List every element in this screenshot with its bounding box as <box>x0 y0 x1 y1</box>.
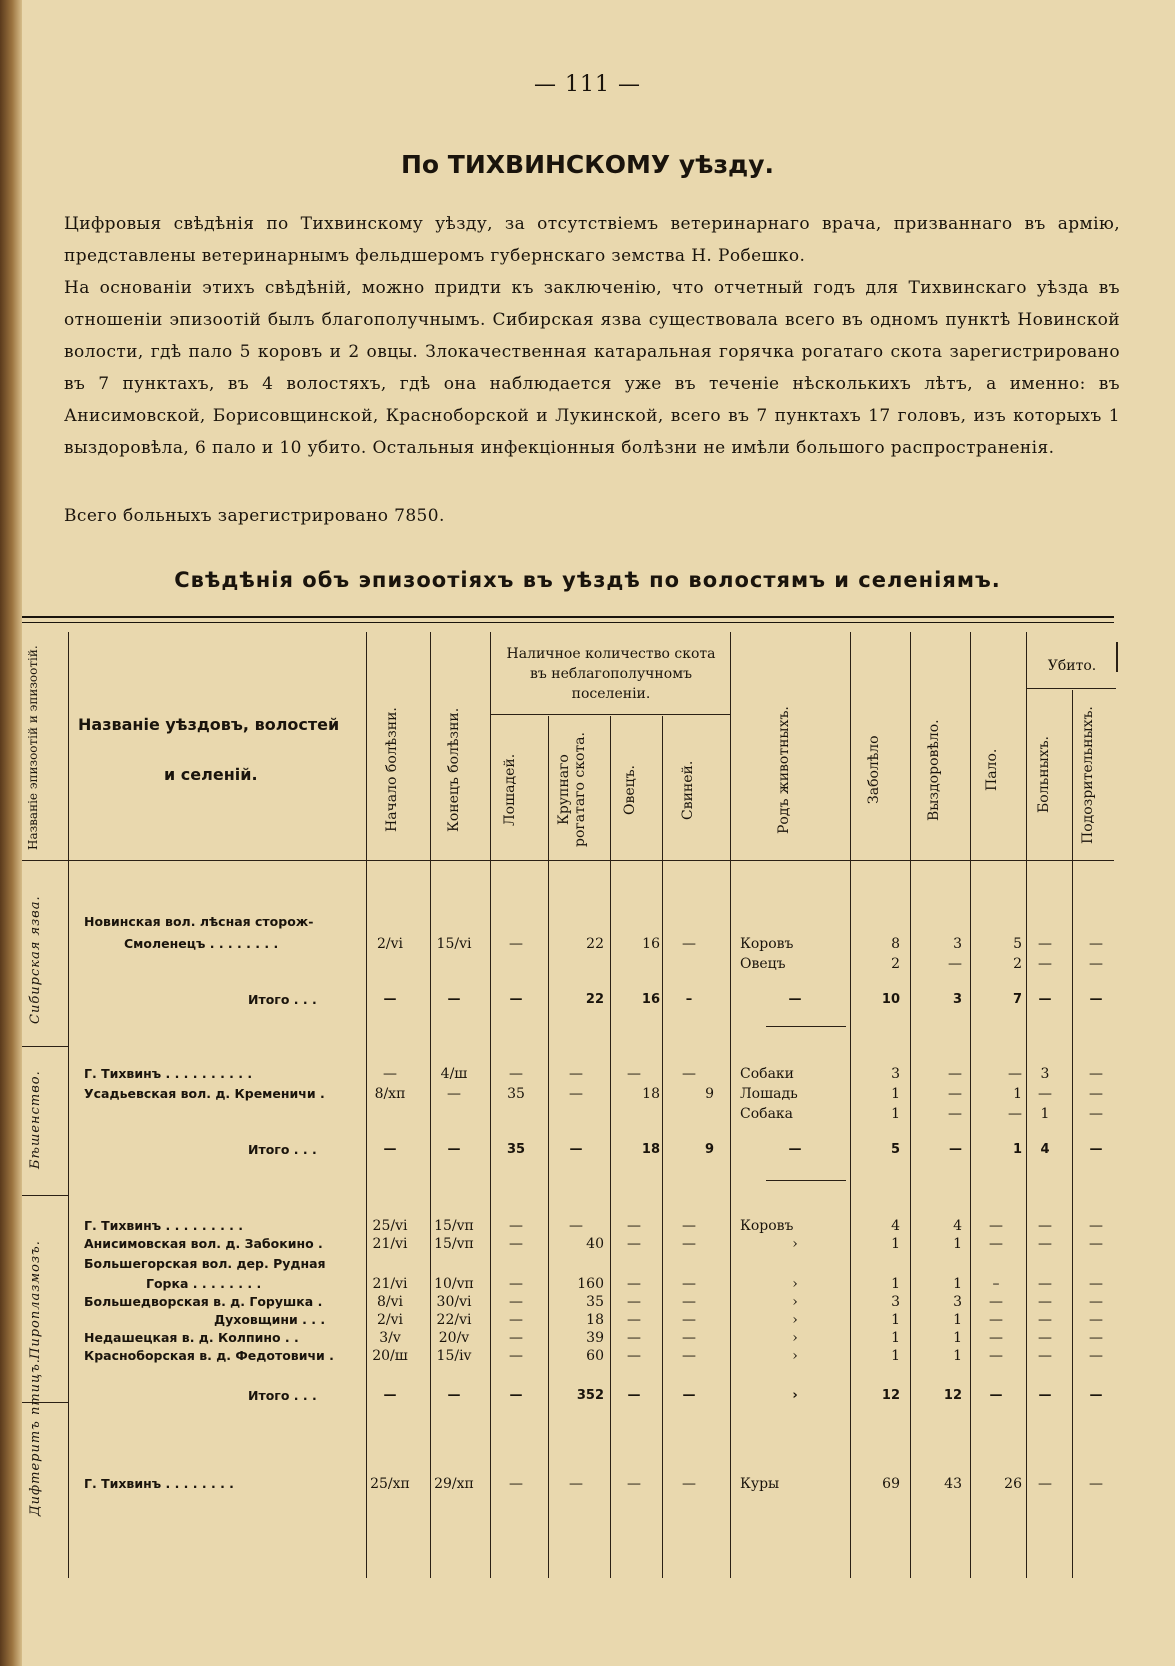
header-disease: Названіе эпизоотій и эпизоотій. <box>26 645 40 850</box>
cell-recovered: 1 <box>953 1330 962 1346</box>
cell-pigs: 9 <box>705 1086 714 1102</box>
cell-killed-sick: 4 <box>1040 1142 1050 1157</box>
cell-recovered: — <box>948 1086 962 1102</box>
cell-sheep: — <box>627 1388 641 1403</box>
row-name: Анисимовская вол. д. Забокино . <box>84 1236 323 1251</box>
cell-pigs: — <box>682 1348 696 1364</box>
cell-fell: — <box>1008 1106 1022 1122</box>
cell-start: — <box>383 1142 397 1157</box>
table-row <box>0 1086 1175 1108</box>
cell-sick: 3 <box>891 1066 900 1082</box>
cell-recovered: 3 <box>953 1294 962 1310</box>
table-top-rule-thin <box>22 622 1114 623</box>
table-row <box>0 936 1175 958</box>
cell-fell: — <box>989 1294 1003 1310</box>
cell-killed-sick: 1 <box>1040 1106 1050 1122</box>
cell-cattle: — <box>569 1142 583 1157</box>
table-row <box>0 914 1175 936</box>
row-name: Итого . . . <box>248 1388 317 1403</box>
cell-sheep: — <box>627 1312 641 1328</box>
category-piroplasmosis: Пироплазмозъ. <box>28 1240 43 1360</box>
cell-animal: › <box>792 1348 798 1364</box>
cell-start: 8/vi <box>376 1294 403 1310</box>
cell-animal: Коровъ <box>740 936 794 952</box>
cell-sick: 12 <box>881 1388 900 1403</box>
cell-sheep: 18 <box>642 1086 660 1102</box>
cell-animal: › <box>792 1294 798 1310</box>
table-row <box>0 956 1175 978</box>
header-pigs: Свиней. <box>680 760 696 820</box>
header-horses: Лошадей. <box>502 753 518 827</box>
cell-cattle: 40 <box>586 1236 604 1252</box>
cell-end: 15/iv <box>436 1348 472 1364</box>
cell-pigs: — <box>682 936 696 952</box>
cell-sick: 3 <box>891 1294 900 1310</box>
cell-cattle: 22 <box>585 992 604 1007</box>
cell-killed-sick: — <box>1038 1312 1052 1328</box>
row-name: Г. Тихвинъ . . . . . . . . <box>84 1476 234 1491</box>
cell-end: 10/vп <box>434 1276 474 1292</box>
cell-sheep: — <box>627 1476 641 1492</box>
cell-sheep: 18 <box>641 1142 660 1157</box>
cell-killed-sick: — <box>1038 1294 1052 1310</box>
cell-start: — <box>383 1388 397 1403</box>
cell-pigs: — <box>682 1388 696 1403</box>
row-name: Смоленецъ . . . . . . . . <box>124 936 279 951</box>
cell-pigs: — <box>682 1276 696 1292</box>
cell-fell: — <box>989 1348 1003 1364</box>
cell-animal: Куры <box>740 1476 780 1492</box>
cell-killed-suspect: — <box>1089 956 1103 972</box>
cell-cattle: 352 <box>576 1388 604 1403</box>
cell-sick: 10 <box>881 992 900 1007</box>
cell-horses: — <box>509 1330 523 1346</box>
header-bottom-rule <box>22 860 1114 861</box>
page-number: — 111 — <box>534 72 641 97</box>
row-name: Итого . . . <box>248 992 317 1007</box>
header-start: Начало болѣзни. <box>384 707 400 833</box>
table-row <box>0 1476 1175 1498</box>
cell-recovered: — <box>949 1142 962 1157</box>
table-title: Свѣдѣнія объ эпизоотіяхъ въ уѣздѣ по волостямъ и селеніямъ. <box>174 568 1001 592</box>
cell-start: 2/vi <box>376 1312 403 1328</box>
cell-pigs: — <box>682 1236 696 1252</box>
cell-killed-suspect: — <box>1089 1294 1103 1310</box>
cell-cattle: — <box>569 1218 583 1234</box>
row-name: Усадьевская вол. д. Кременичи . <box>84 1086 325 1101</box>
cell-sheep: — <box>627 1348 641 1364</box>
category-diphtheria: Дифтеритъ птицъ. <box>28 1358 43 1516</box>
cell-horses: 35 <box>506 1142 526 1157</box>
cell-end: — <box>447 1142 461 1157</box>
cell-fell: — <box>1008 1066 1022 1082</box>
cell-start: — <box>383 1066 397 1082</box>
cell-recovered: 43 <box>944 1476 962 1492</box>
header-fell: Пало. <box>984 748 1000 792</box>
cell-horses: — <box>509 1236 523 1252</box>
cell-start: 21/vi <box>372 1276 408 1292</box>
cell-recovered: — <box>948 1106 962 1122</box>
cell-end: 22/vi <box>436 1312 472 1328</box>
cell-cattle: 60 <box>586 1348 604 1364</box>
cell-killed-sick: — <box>1038 956 1052 972</box>
row-name: Красноборская в. д. Федотовичи . <box>84 1348 334 1363</box>
cell-end: — <box>447 1086 461 1102</box>
cell-sick: 4 <box>891 1218 900 1234</box>
section-title: По ТИХВИНСКОМУ уѣзду. <box>400 150 775 179</box>
cell-animal: › <box>792 1236 798 1252</box>
cell-horses: — <box>509 1312 523 1328</box>
cell-horses: — <box>509 1218 523 1234</box>
total-row <box>0 1388 1175 1410</box>
table-top-rule <box>22 616 1114 618</box>
cell-horses: 35 <box>507 1086 525 1102</box>
cell-fell: 5 <box>1013 936 1022 952</box>
cell-horses: — <box>509 1348 523 1364</box>
cell-sheep: — <box>627 1066 641 1082</box>
cell-animal: Овецъ <box>740 956 786 972</box>
header-name-line1: Названіе уѣздовъ, волостей <box>78 715 340 734</box>
cell-killed-suspect: — <box>1089 1086 1103 1102</box>
cell-killed-sick: — <box>1038 992 1052 1007</box>
header-stock-group: Наличное количество скота въ неблагополучномъ поселеніи. <box>506 646 716 702</box>
cell-pigs: — <box>682 1312 696 1328</box>
cell-cattle: — <box>569 1476 583 1492</box>
cell-end: 20/v <box>438 1330 470 1346</box>
cell-cattle: 35 <box>586 1294 604 1310</box>
row-name: Г. Тихвинъ . . . . . . . . . <box>84 1218 244 1233</box>
group-underline <box>1026 688 1116 689</box>
cell-sheep: — <box>627 1294 641 1310</box>
cell-killed-suspect: — <box>1089 1330 1103 1346</box>
cell-killed-suspect: — <box>1089 1106 1103 1122</box>
cell-sick: 1 <box>891 1312 900 1328</box>
table-row <box>0 1348 1175 1370</box>
cell-sick: 1 <box>891 1236 900 1252</box>
cell-sick: 2 <box>891 956 900 972</box>
cell-sheep: — <box>627 1236 641 1252</box>
cell-fell: — <box>989 1388 1003 1403</box>
cell-animal: Лошадь <box>740 1086 798 1102</box>
cell-killed-sick: — <box>1038 1348 1052 1364</box>
cell-start: 21/vi <box>372 1236 408 1252</box>
header-animal: Родъ животныхъ. <box>776 706 792 834</box>
row-name: Г. Тихвинъ . . . . . . . . . . <box>84 1066 253 1081</box>
category-divider <box>22 1195 68 1196</box>
cell-sheep: — <box>627 1330 641 1346</box>
cell-killed-sick: — <box>1038 1276 1052 1292</box>
cell-cattle: 160 <box>577 1276 604 1292</box>
cell-horses: — <box>509 1276 523 1292</box>
cell-cattle: 18 <box>586 1312 604 1328</box>
cell-end: — <box>447 992 461 1007</box>
row-name: Большедворская в. д. Горушка . <box>84 1294 323 1309</box>
cell-pigs: – <box>685 992 693 1007</box>
total-row <box>0 992 1175 1014</box>
cell-killed-sick: — <box>1038 1476 1052 1492</box>
cell-recovered: — <box>948 956 962 972</box>
table-row <box>0 1256 1175 1278</box>
cell-killed-sick: — <box>1038 1086 1052 1102</box>
header-sheep: Овецъ. <box>622 765 638 816</box>
row-name: Духовщини . . . <box>214 1312 326 1327</box>
cell-recovered: — <box>948 1066 962 1082</box>
cell-sheep: 16 <box>641 992 660 1007</box>
cell-recovered: 1 <box>953 1348 962 1364</box>
cell-animal: › <box>792 1330 798 1346</box>
row-name: Новинская вол. лѣсная сторож- <box>84 914 314 929</box>
cell-recovered: 1 <box>953 1312 962 1328</box>
category-anthrax: Сибирская язва. <box>28 895 43 1025</box>
total-row <box>0 1142 1175 1164</box>
cell-recovered: 12 <box>943 1388 962 1403</box>
cell-fell: 1 <box>1012 1142 1022 1157</box>
cell-start: 8/хп <box>374 1086 406 1102</box>
cell-killed-sick: 3 <box>1040 1066 1050 1082</box>
cell-animal: › <box>792 1312 798 1328</box>
cell-killed-suspect: — <box>1089 1218 1103 1234</box>
header-cattle: Крупнаго рогатаго скота. <box>556 732 588 848</box>
cell-recovered: 3 <box>952 992 962 1007</box>
cell-fell: — <box>989 1236 1003 1252</box>
row-name: Большегорская вол. дер. Рудная <box>84 1256 326 1271</box>
category-rabies: Бѣшенство. <box>28 1070 43 1170</box>
cell-sheep: 16 <box>642 936 660 952</box>
header-killed-sick: Больныхъ. <box>1036 736 1052 814</box>
cell-animal: › <box>792 1276 798 1292</box>
header-end: Конецъ болѣзни. <box>446 707 462 833</box>
cell-killed-suspect: — <box>1089 1312 1103 1328</box>
cell-start: 2/vi <box>376 936 403 952</box>
cell-killed-sick: — <box>1038 1388 1052 1403</box>
cell-pigs: — <box>682 1476 696 1492</box>
cell-end: 15/vп <box>434 1236 474 1252</box>
group-underline <box>490 714 730 715</box>
cell-horses: — <box>509 936 523 952</box>
cell-end: 15/vi <box>436 936 472 952</box>
book-spine-shadow <box>0 0 22 1666</box>
header-killed-group: Убито. <box>1047 658 1097 674</box>
cell-start: 25/vi <box>372 1218 408 1234</box>
cell-killed-suspect: — <box>1089 1388 1103 1403</box>
cell-fell: 26 <box>1004 1476 1022 1492</box>
cell-sick: 1 <box>891 1330 900 1346</box>
paragraph-1: Цифровыя свѣдѣнія по Тихвинскому уѣзду, за отсутствіемъ ветеринарнаго врача, призваннаго въ армію, представлены ветеринарнымъ фельдшеромъ губернскаго земства Н. Робешко. <box>64 214 1120 266</box>
cell-pigs: — <box>682 1294 696 1310</box>
paragraph-3: Всего больныхъ зарегистрировано 7850. <box>64 506 445 526</box>
cell-killed-suspect: — <box>1089 992 1103 1007</box>
cell-start: — <box>383 992 397 1007</box>
category-divider <box>22 1046 68 1047</box>
cell-animal: Собака <box>740 1106 794 1122</box>
cell-end: 29/хп <box>434 1476 474 1492</box>
header-killed-suspect: Подозрительныхъ. <box>1080 706 1096 844</box>
cell-recovered: 4 <box>953 1218 962 1234</box>
cell-cattle: — <box>569 1086 583 1102</box>
cell-fell: – <box>992 1276 1000 1292</box>
cell-fell: — <box>989 1312 1003 1328</box>
header-name-line2: и селеній. <box>164 765 258 784</box>
cell-animal: Собаки <box>740 1066 794 1082</box>
cell-fell: — <box>989 1330 1003 1346</box>
paragraph-2: На основаніи этихъ свѣдѣній, можно придти къ заключенію, что отчетный годъ для Тихвинскаго уѣзда въ отношеніи эпизоотій былъ благополучнымъ. Сибирская язва существовала всего въ одномъ пунктѣ Новинской волости, гдѣ пало 5 коровъ и 2 овцы. Злокачественная катаральная горячка рогатаго скота зарегистрировано въ 7 пунктахъ, въ 4 волостяхъ, гдѣ она наблюдается уже въ теченіе нѣсколькихъ лѣтъ, а именно: въ Анисимовской, Борисовщинской, Красноборской и Лукинской, всего въ 7 пунктахъ 17 головъ, изъ которыхъ 1 выздоровѣла, 6 пало и 10 убито. Остальныя инфекціонныя болѣзни не имѣли большого распространенія. <box>64 278 1120 458</box>
cell-pigs: — <box>682 1066 696 1082</box>
row-name: Горка . . . . . . . . <box>146 1276 262 1291</box>
table-row <box>0 1066 1175 1088</box>
cell-sick: 1 <box>891 1348 900 1364</box>
cell-end: — <box>447 1388 461 1403</box>
cell-cattle: — <box>569 1066 583 1082</box>
cell-cattle: 22 <box>586 936 604 952</box>
cell-fell: 2 <box>1013 956 1022 972</box>
cell-killed-sick: — <box>1038 1218 1052 1234</box>
cell-pigs: — <box>682 1330 696 1346</box>
cell-start: 3/v <box>379 1330 401 1346</box>
cell-fell: 7 <box>1012 992 1022 1007</box>
cell-cattle: 39 <box>586 1330 604 1346</box>
animal-divider <box>766 1026 846 1027</box>
cell-sheep: — <box>627 1218 641 1234</box>
cell-killed-suspect: — <box>1089 1476 1103 1492</box>
table-row <box>0 1106 1175 1128</box>
cell-pigs: 9 <box>704 1142 714 1157</box>
cell-sick: 8 <box>891 936 900 952</box>
cell-sheep: — <box>627 1276 641 1292</box>
cell-killed-suspect: — <box>1089 1348 1103 1364</box>
cell-sick: 1 <box>891 1106 900 1122</box>
cell-end: 15/vп <box>434 1218 474 1234</box>
cell-killed-suspect: — <box>1089 936 1103 952</box>
cell-sick: 5 <box>890 1142 900 1157</box>
cell-start: 20/ш <box>372 1348 408 1364</box>
cell-end: 4/ш <box>440 1066 468 1082</box>
cell-killed-sick: — <box>1038 936 1052 952</box>
cell-animal: Коровъ <box>740 1218 794 1234</box>
row-name: Недашецкая в. д. Колпино . . <box>84 1330 299 1345</box>
cell-killed-suspect: — <box>1089 1142 1103 1157</box>
cell-recovered: 3 <box>953 936 962 952</box>
cell-killed-sick: — <box>1038 1330 1052 1346</box>
cell-horses: — <box>509 992 523 1007</box>
cell-animal: › <box>792 1388 798 1403</box>
header-sick: Заболѣло <box>866 735 882 805</box>
cell-horses: — <box>509 1294 523 1310</box>
cell-animal: — <box>788 1142 802 1157</box>
cell-animal: — <box>788 992 802 1007</box>
cell-horses: — <box>509 1066 523 1082</box>
cell-fell: 1 <box>1013 1086 1022 1102</box>
row-name: Итого . . . <box>248 1142 317 1157</box>
column-divider <box>1072 690 1073 1578</box>
cell-recovered: 1 <box>953 1276 962 1292</box>
cell-sick: 1 <box>891 1276 900 1292</box>
cell-recovered: 1 <box>953 1236 962 1252</box>
cell-sick: 1 <box>891 1086 900 1102</box>
header-name <box>78 700 358 800</box>
cell-killed-sick: — <box>1038 1236 1052 1252</box>
cell-killed-suspect: — <box>1089 1236 1103 1252</box>
cell-start: 25/хп <box>370 1476 410 1492</box>
cell-pigs: — <box>682 1218 696 1234</box>
cell-killed-suspect: — <box>1089 1276 1103 1292</box>
cell-end: 30/vi <box>436 1294 472 1310</box>
animal-divider <box>766 1180 846 1181</box>
cell-horses: — <box>509 1388 523 1403</box>
cell-horses: — <box>509 1476 523 1492</box>
cell-killed-suspect: — <box>1089 1066 1103 1082</box>
cell-fell: — <box>989 1218 1003 1234</box>
cell-sick: 69 <box>882 1476 900 1492</box>
column-divider <box>1116 642 1118 672</box>
table-row <box>0 1236 1175 1258</box>
header-recovered: Выздоровѣло. <box>926 719 942 821</box>
